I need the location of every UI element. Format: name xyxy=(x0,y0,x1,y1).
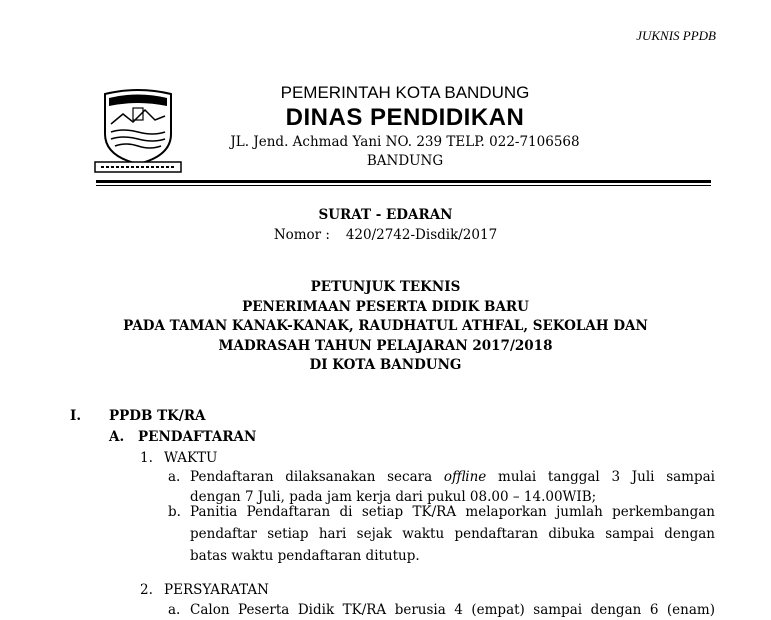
subsection-letter: A. xyxy=(109,429,125,445)
point-b-text xyxy=(190,501,715,567)
bandung-city-seal-icon xyxy=(93,84,183,176)
guide-title-line: PENERIMAAN PESERTA DIDIK BARU xyxy=(242,298,529,315)
point-letter: a. xyxy=(168,469,181,485)
item-title: PERSYARATAN xyxy=(164,582,269,598)
point-a-line-1: Pendaftaran dilaksanakan secara offline mulai tanggal 3 Juli sampai xyxy=(190,469,715,485)
section-title: PPDB TK/RA xyxy=(109,408,206,424)
point-2a-line-1: Calon Peserta Didik TK/RA berusia 4 (empat) sampai dengan 6 (enam) xyxy=(190,602,715,618)
letter-heading xyxy=(0,205,771,245)
guide-title-line: MADRASAH TAHUN PELAJARAN 2017/2018 xyxy=(218,337,553,354)
document-code: JUKNIS PPDB xyxy=(636,28,716,43)
subsection-title: PENDAFTARAN xyxy=(138,429,257,445)
item-title: WAKTU xyxy=(164,450,218,466)
point-letter: b. xyxy=(168,504,181,520)
agency-city: BANDUNG xyxy=(366,153,444,169)
point-b-line-3: batas waktu pendaftaran ditutup. xyxy=(190,548,420,564)
point-b-line-1: Panitia Pendaftaran di setiap TK/RA melaporkan jumlah perkembangan xyxy=(190,504,715,520)
letter-number-label: Nomor : xyxy=(273,227,330,243)
government-name: PEMERINTAH KOTA BANDUNG xyxy=(280,83,530,102)
guide-title-line: PETUNJUK TEKNIS xyxy=(310,279,461,295)
point-b-line-2: pendaftar setiap hari sejak waktu pendaftaran dibuka sampai dengan xyxy=(190,526,715,542)
guide-title-line: PADA TAMAN KANAK-KANAK, RAUDHATUL ATHFAL, SEKOLAH DAN xyxy=(123,318,648,334)
letter-number: 420/2742-Disdik/2017 xyxy=(345,227,498,243)
letter-type: SURAT - EDARAN xyxy=(318,207,453,223)
guide-title xyxy=(0,278,771,376)
letter-number-line xyxy=(0,225,771,245)
agency-address: JL. Jend. Achmad Yani NO. 239 TELP. 022-7106568 xyxy=(230,134,580,150)
letterhead-rule-thick xyxy=(96,180,711,183)
item-number: 1. xyxy=(140,450,153,466)
guide-title-line: DI KOTA BANDUNG xyxy=(309,357,462,373)
item-number: 2. xyxy=(140,582,153,598)
section-number: I. xyxy=(70,408,82,424)
point-letter: a. xyxy=(168,602,181,618)
letterhead-rule-thin xyxy=(96,185,711,186)
point-a-line-2: dengan 7 Juli, pada jam kerja dari pukul 08.00 – 14.00WIB; xyxy=(190,489,597,505)
letterhead xyxy=(185,82,625,170)
agency-name: DINAS PENDIDIKAN xyxy=(285,104,525,131)
point-2a-text xyxy=(190,600,715,620)
